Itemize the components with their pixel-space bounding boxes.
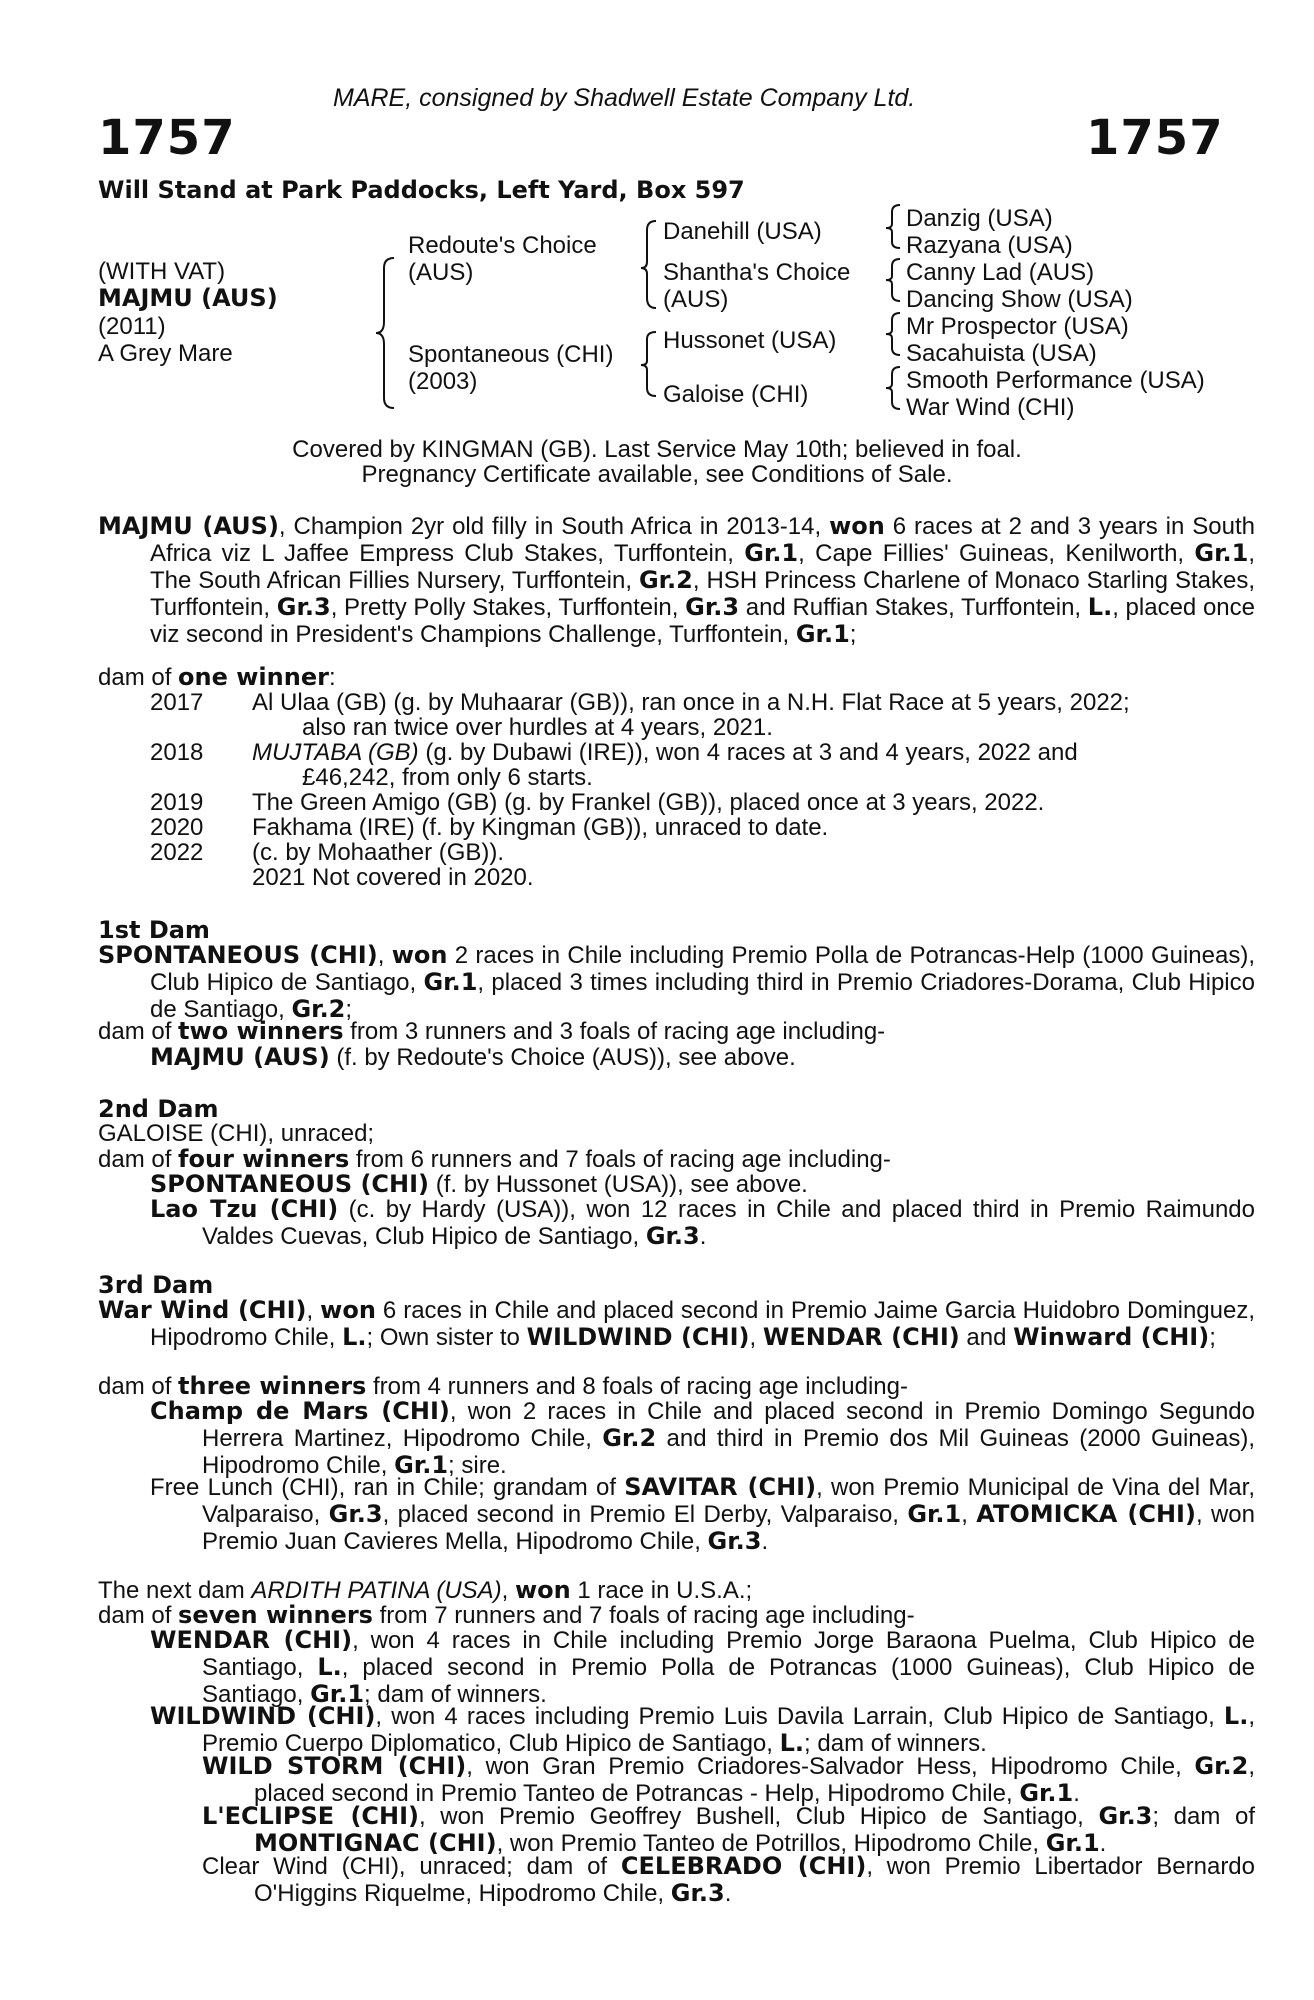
third-dam-damof: dam of three winners from 4 runners and 8 foals of racing age including- [98,1372,908,1400]
produce-year: 2017 [150,689,204,716]
covered-line: Covered by KINGMAN (GB). Last Service May 10th; believed in foal. [292,436,1022,463]
majmu-text: ; [849,621,857,648]
majmu-text: , HSH Princess Charlene of Monaco Starling Stakes, Turffontein, [150,567,1256,621]
produce-text: Fakhama (IRE) (f. by Kingman (GB)), unraced to date. [252,814,829,841]
majmu-text: , The South African Fillies Nursery, Turffontein, [150,540,1255,594]
lot-number-left: 1757 [98,110,236,166]
listed-badge: L. [1087,593,1113,621]
grade-badge: Gr.1 [795,620,850,648]
majmu-text: and Ruffian Stakes, Turffontein, [739,594,1088,621]
next-dam-grand-offspring: Clear Wind (CHI), unraced; dam of CELEBRADO (CHI), won Premio Libertador Bernardo O'Higgins Riquelme, Hipodromo Chile, Gr.3. [202,1852,1256,1907]
third-dam-offspring: Free Lunch (CHI), ran in Chile; grandam of SAVITAR (CHI), won Premio Municipal de Vina del Mar, Valparaiso, Gr.3, placed second in Premio El Derby, Valparaiso, Gr.1, ATOMICKA (CHI), won Premio Juan Cavieres Mella, Hipodromo Chile, Gr.3. [150,1473,1255,1555]
pedigree-braces [0,0,1314,420]
dam-sire: Hussonet (USA) [663,327,837,354]
sire-sire: Danehill (USA) [663,218,822,245]
sire-line1: Redoute's Choice [408,232,597,259]
stand-location: Will Stand at Park Paddocks, Left Yard, Box 597 [98,176,745,204]
produce-year: 2019 [150,789,204,816]
horse-year: (2011) [98,313,166,340]
first-dam-heading: 1st Dam [98,916,210,944]
first-dam-offspring: MAJMU (AUS) (f. by Redoute's Choice (AUS)), see above. [150,1043,796,1071]
pregnancy-line: Pregnancy Certificate available, see Conditions of Sale. [361,461,953,488]
grade-badge: Gr.3 [685,593,740,621]
dds: Smooth Performance (USA) [906,367,1205,394]
sire-dam-line1: Shantha's Choice [663,259,851,286]
produce-year: 2022 [150,839,204,866]
majmu-text: , Cape Fillies' Guineas, Kenilworth, [798,540,1195,567]
dss: Mr Prospector (USA) [906,313,1129,340]
majmu-text: , placed once viz second in President's Champions Challenge, Turffontein, [150,594,1255,648]
majmu-damof: dam of one winner: [98,663,336,691]
first-dam-record: SPONTANEOUS (CHI), won 2 races in Chile including Premio Polla de Potrancas-Help (1000 Guineas), Club Hipico de Santiago, Gr.1, placed 3 times including third in Premio Criadores-Dorama, Club Hipico de Santiago, Gr.2; [98,941,1256,1023]
produce-year: 2020 [150,814,204,841]
next-dam-grand-offspring: L'ECLIPSE (CHI), won Premio Geoffrey Bushell, Club Hipico de Santiago, Gr.3; dam of MONTIGNAC (CHI), won Premio Tanteo de Potrillos, Hipodromo Chile, Gr.1. [202,1802,1255,1857]
horse-desc: A Grey Mare [98,340,233,367]
next-dam-grand-offspring: WILD STORM (CHI), won Gran Premio Criadores-Salvador Hess, Hipodromo Chile, Gr.2, placed second in Premio Tanteo de Potrancas - Help, Hipodromo Chile, Gr.1. [202,1752,1255,1807]
majmu-record [98,513,1255,648]
dam-line2: (2003) [408,368,478,395]
majmu-name: MAJMU (AUS) [98,512,279,540]
sds: Canny Lad (AUS) [906,259,1095,286]
ddd: War Wind (CHI) [906,394,1075,421]
vat-note: (WITH VAT) [98,258,226,285]
third-dam-offspring: Champ de Mars (CHI), won 2 races in Chile and placed second in Premio Domingo Segundo Herrera Martinez, Hipodromo Chile, Gr.2 and third in Premio dos Mil Guineas (2000 Guineas), Hipodromo Chile, Gr.1; sire. [150,1397,1255,1479]
next-dam-offspring: WILDWIND (CHI), won 4 races including Premio Luis Davila Larrain, Club Hipico de Santiago, L., Premio Cuerpo Diplomatico, Club Hipico de Santiago, L.; dam of winners. [150,1702,1256,1757]
sire-line2: (AUS) [408,259,474,286]
second-dam-line: GALOISE (CHI), unraced; [98,1120,375,1147]
produce-text: MUJTABA (GB) (g. by Dubawi (IRE)), won 4 races at 3 and 4 years, 2022 and [252,739,1078,766]
won-label: won [829,512,885,540]
next-dam-line: The next dam ARDITH PATINA (USA), won 1 race in U.S.A.; [98,1576,753,1604]
majmu-text: 6 races at 2 and 3 years in South Africa viz L Jaffee Empress Club Stakes, Turffontein, [150,513,1255,567]
third-dam-record: War Wind (CHI), won 6 races in Chile and placed second in Premio Jaime Garcia Huidobro Dominguez, Hipodromo Chile, L.; Own sister to WILDWIND (CHI), WENDAR (CHI) and Winward (CHI); [98,1296,1256,1351]
first-dam-damof: dam of two winners from 3 runners and 3 foals of racing age including- [98,1017,886,1045]
produce-text: (c. by Mohaather (GB)). [252,839,505,866]
produce-year: 2018 [150,739,204,766]
second-dam-heading: 2nd Dam [98,1095,219,1123]
second-dam-damof: dam of four winners from 6 runners and 7 foals of racing age including- [98,1145,891,1173]
dsd: Sacahuista (USA) [906,340,1097,367]
grade-badge: Gr.3 [276,593,331,621]
grade-badge: Gr.1 [744,539,799,567]
horse-name: MAJMU (AUS) [98,284,278,312]
sdd: Dancing Show (USA) [906,286,1133,313]
dam-line1: Spontaneous (CHI) [408,341,614,368]
grade-badge: Gr.1 [1194,539,1249,567]
second-dam-offspring: Lao Tzu (CHI) (c. by Hardy (USA)), won 12 races in Chile and placed third in Premio Raimundo Valdes Cuevas, Club Hipico de Santiago, Gr.3. [150,1195,1255,1250]
consignor-line: MARE, consigned by Shadwell Estate Company Ltd. [333,84,916,112]
third-dam-heading: 3rd Dam [98,1271,214,1299]
dam-dam: Galoise (CHI) [663,381,809,408]
majmu-text: , Champion 2yr old filly in South Africa in 2013-14, [278,513,830,540]
majmu-text: , Pretty Polly Stakes, Turffontein, [330,594,686,621]
sire-dam-line2: (AUS) [663,286,729,313]
produce-note: 2021 Not covered in 2020. [252,864,534,891]
lot-number-right: 1757 [1086,110,1224,166]
produce-text: The Green Amigo (GB) (g. by Frankel (GB)), placed once at 3 years, 2022. [252,789,1045,816]
produce-cont: £46,242, from only 6 starts. [302,764,593,791]
sss: Danzig (USA) [906,205,1053,232]
produce-text: Al Ulaa (GB) (g. by Muhaarar (GB)), ran once in a N.H. Flat Race at 5 years, 2022; [252,689,1130,716]
grade-badge: Gr.2 [638,566,693,594]
ssd: Razyana (USA) [906,232,1073,259]
next-dam-offspring: WENDAR (CHI), won 4 races in Chile including Premio Jorge Baraona Puelma, Club Hipico de Santiago, L., placed second in Premio Polla de Potrancas (1000 Guineas), Club Hipico de Santiago, Gr.1; dam of winners. [150,1626,1255,1708]
next-dam-damof: dam of seven winners from 7 runners and 7 foals of racing age including- [98,1601,915,1629]
second-dam-offspring: SPONTANEOUS (CHI) (f. by Hussonet (USA)), see above. [150,1170,808,1198]
produce-cont: also ran twice over hurdles at 4 years, 2021. [302,714,773,741]
